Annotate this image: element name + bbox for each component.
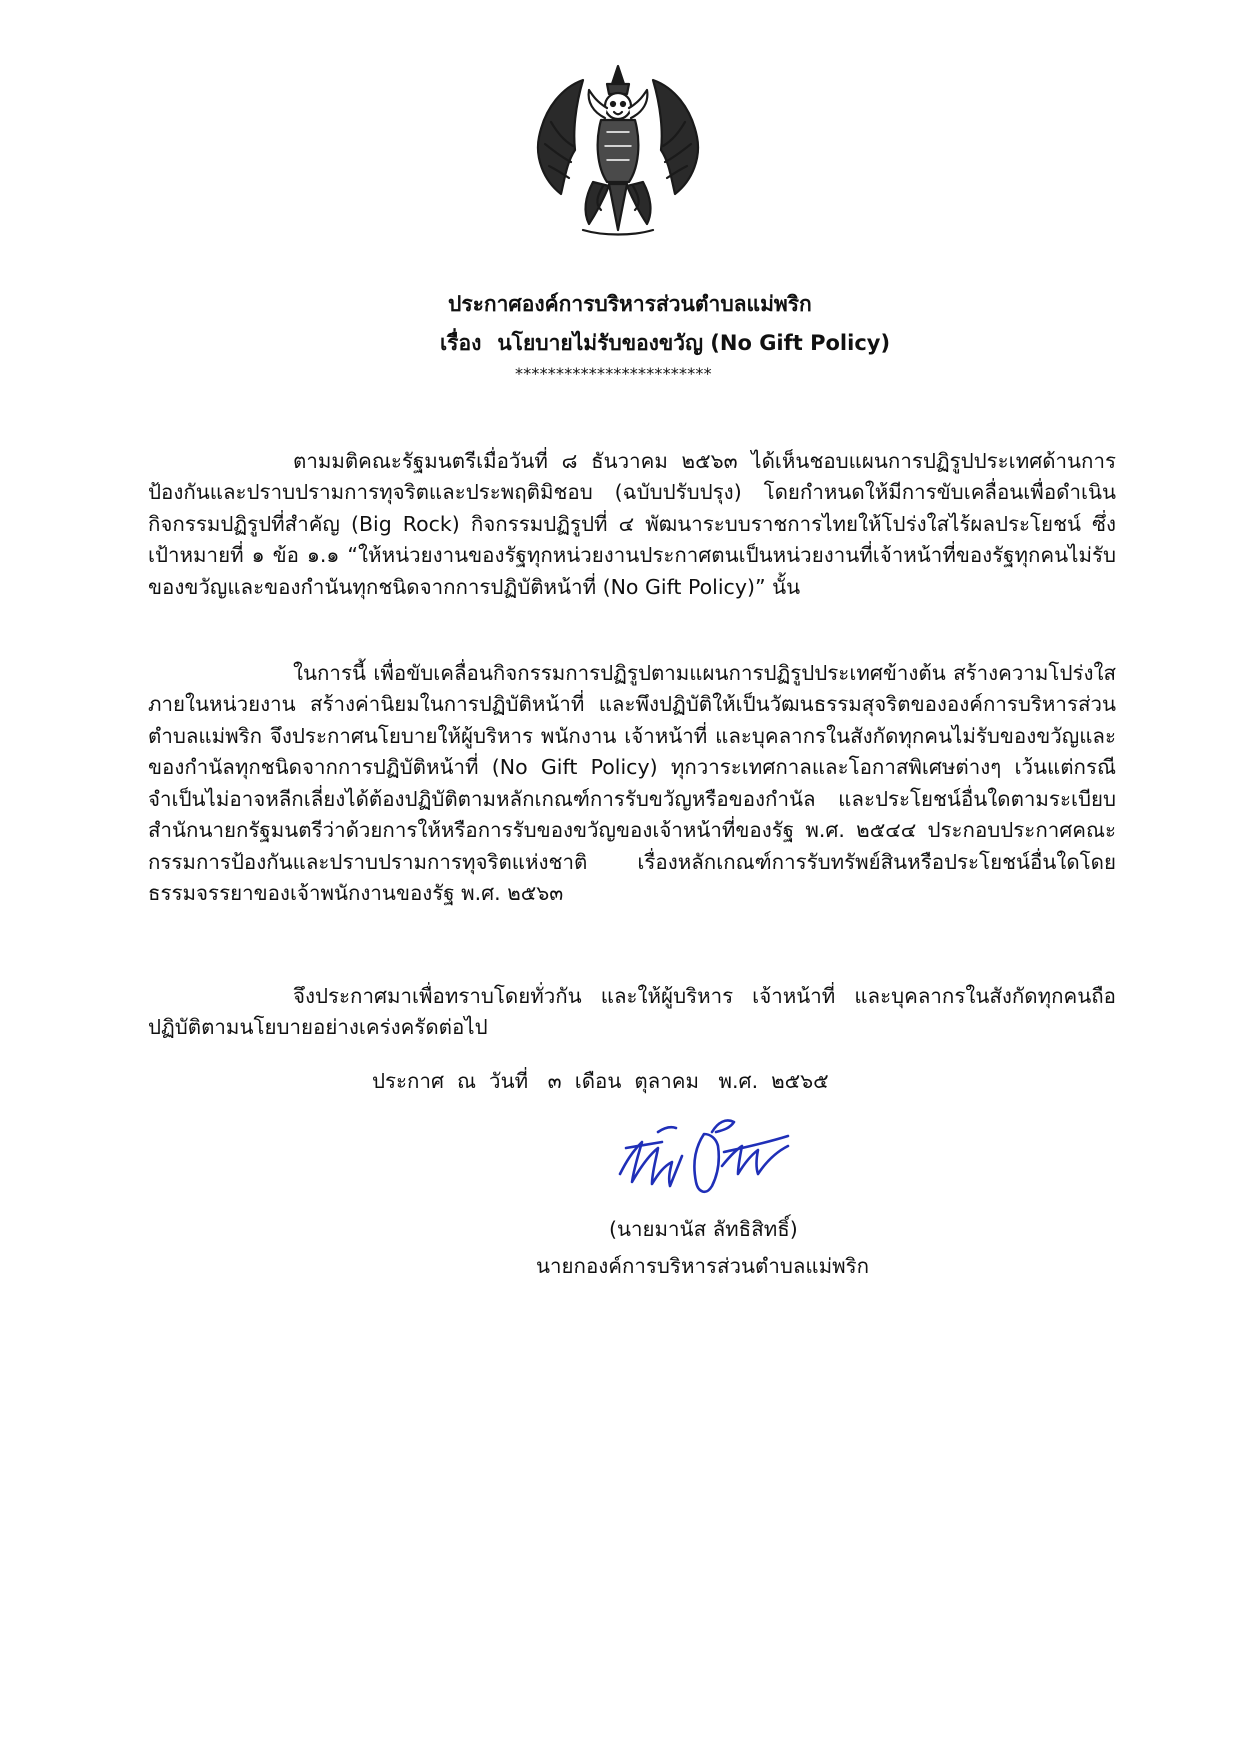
handwritten-signature-icon	[612, 1112, 797, 1204]
announcement-subject-line	[440, 327, 1240, 360]
subject-label: เรื่อง	[440, 331, 482, 355]
announcement-title: ประกาศองค์การบริหารส่วนตำบลแม่พริก	[448, 292, 812, 316]
title-separator: ************************	[515, 364, 712, 383]
announcement-date: ประกาศ ณ วันที่ ๓ เดือน ตุลาคม พ.ศ. ๒๕๖๕	[372, 1069, 829, 1093]
paragraph-background: ตามมติคณะรัฐมนตรีเมื่อวันที่ ๘ ธันวาคม ๒๕๖๓ ได้เห็นชอบแผนการปฏิรูปประเทศด้านการป้องกันและปราบปรามการทุจริตและประพฤติมิชอบ (ฉบับปรับปรุง) โดยกำหนดให้มีการขับเคลื่อนเพื่อดำเนินกิจกรรมปฏิรูปที่สำคัญ (Big Rock) กิจกรรมปฏิรูปที่ ๔ พัฒนาระบบราชการไทยให้โปร่งใสไร้ผลประโยชน์ ซึ่งเป้าหมายที่ ๑ ข้อ ๑.๑ “ให้หน่วยงานของรัฐทุกหน่วยงานประกาศตนเป็นหน่วยงานที่เจ้าหน้าที่ของรัฐทุกคนไม่รับของขวัญและของกำนันทุกชนิดจากการปฏิบัติหน้าที่ (No Gift Policy)” นั้น	[148, 448, 1116, 599]
paragraph-policy: ในการนี้ เพื่อขับเคลื่อนกิจกรรมการปฏิรูปตามแผนการปฏิรูปประเทศข้างต้น สร้างความโปร่งใสภายในหน่วยงาน สร้างค่านิยมในการปฏิบัติหน้าที่ และพึงปฏิบัติให้เป็นวัฒนธรรมสุจริตขององค์การบริหารส่วนตำบลแม่พริก จึงประกาศนโยบายให้ผู้บริหาร พนักงาน เจ้าหน้าที่ และบุคลากรในสังกัดทุกคนไม่รับของขวัญและของกำนัลทุกชนิดจากการปฏิบัติหน้าที่ (No Gift Policy) ทุกวาระเทศกาลและโอกาสพิเศษต่างๆ เว้นแต่กรณีจำเป็นไม่อาจหลีกเลี่ยงได้ต้องปฏิบัติตามหลักเกณฑ์การรับขวัญหรือของกำนัล และประโยชน์อื่นใดตามระเบียบสำนักนายกรัฐมนตรีว่าด้วยการให้หรือการรับของขวัญของเจ้าหน้าที่ของรัฐ พ.ศ. ๒๕๔๔ ประกอบประกาศคณะกรรมการป้องกันและปราบปรามการทุจริตแห่งชาติ เรื่องหลักเกณฑ์การรับทรัพย์สินหรือประโยชน์อื่นใดโดยธรรมจรรยาของเจ้าพนักงานของรัฐ พ.ศ. ๒๕๖๓	[148, 660, 1116, 905]
paragraph-closing: จึงประกาศมาเพื่อทราบโดยทั่วกัน และให้ผู้บริหาร เจ้าหน้าที่ และบุคลากรในสังกัดทุกคนถือปฏิบัติตามนโยบายอย่างเคร่งครัดต่อไป	[148, 983, 1116, 1039]
garuda-emblem-icon	[523, 62, 713, 242]
signer-title: นายกองค์การบริหารส่วนตำบลแม่พริก	[536, 1254, 870, 1278]
subject-text: นโยบายไม่รับของขวัญ (No Gift Policy)	[497, 331, 891, 355]
signer-name: (นายมานัส ลัทธิสิทธิ์)	[609, 1217, 798, 1241]
